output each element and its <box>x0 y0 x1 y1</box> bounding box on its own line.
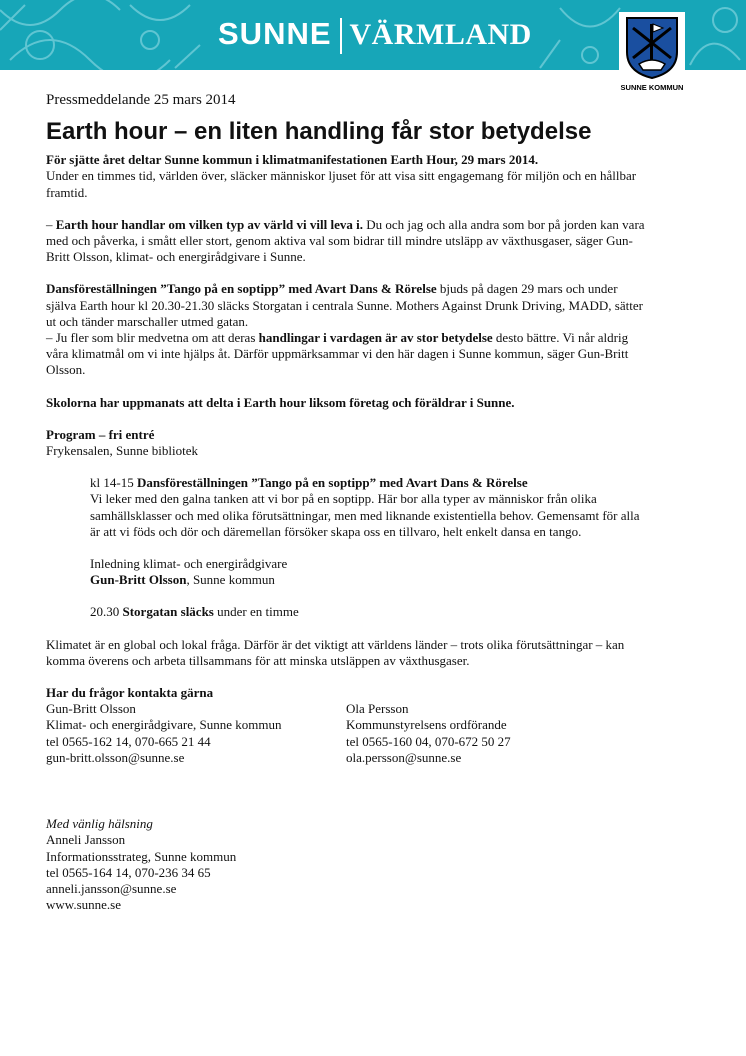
brand-wordmark <box>218 14 532 55</box>
program-item-intro-label: Inledning klimat- och energirådgivare <box>90 556 288 572</box>
crest-label: SUNNE KOMMUN <box>620 83 684 92</box>
program-header <box>46 427 646 459</box>
contact-email[interactable]: gun-britt.olsson@sunne.se <box>46 749 185 765</box>
signoff-email[interactable]: anneli.jansson@sunne.se <box>46 880 177 896</box>
municipality-crest <box>619 12 685 82</box>
contact-email[interactable]: ola.persson@sunne.se <box>346 749 462 765</box>
crest-shield-icon <box>619 12 685 82</box>
press-release-body <box>46 92 646 913</box>
signoff-phone: tel 0565-164 14, 070-236 34 65 <box>46 864 211 880</box>
dance-quote-start: – Ju fler som blir medvetna om att deras <box>46 330 259 346</box>
program-item-dance-time: kl 14-15 <box>90 475 137 491</box>
contact-name: Ola Persson <box>346 701 409 717</box>
program-item-lights-time: 20.30 <box>90 604 123 620</box>
intro-lead: För sjätte året deltar Sunne kommun i klimatmanifestationen Earth Hour, 29 mars 2014. <box>46 152 539 168</box>
press-date-line: Pressmeddelande 25 mars 2014 <box>46 92 236 108</box>
dance-paragraph <box>46 281 646 378</box>
signoff <box>46 816 646 913</box>
contact-heading: Har du frågor kontakta gärna <box>46 685 214 701</box>
contact-phone: tel 0565-162 14, 070-665 21 44 <box>46 733 211 749</box>
quote-text: Du och jag och alla andra som bor på jorden kan vara med och påverka, i smått eller stort, genom aktiva val som bidrar till mindre utsläpp av växthusgaser, säger Gun-Britt Olsson, klimat- och energirådgivare i Sunne. <box>46 216 645 265</box>
program-item-intro <box>90 556 646 588</box>
program-item-dance <box>90 475 646 540</box>
program-item-lights-text: under en timme <box>213 604 299 620</box>
contact-role: Kommunstyrelsens ordförande <box>346 717 507 733</box>
program-item-dance-text: Vi leker med den galna tanken att vi bor på en soptipp. Här bor alla typer av människor från olika samhällsklasser och med olika förutsättningar, men med liknande existentiella behov. Gemensamt för alla är att vi föds och dör och däremellan försöker skapa oss en tillvaro, helt enkelt dansa en tango. <box>90 491 640 539</box>
program-item-intro-name: Gun-Britt Olsson <box>90 572 187 588</box>
spacer <box>46 766 646 816</box>
brand-divider <box>340 18 342 54</box>
signoff-greeting: Med vänlig hälsning <box>46 816 153 832</box>
program-venue: Frykensalen, Sunne bibliotek <box>46 443 199 459</box>
program-item-dance-title: Dansföreställningen ”Tango på en soptipp” med Avart Dans & Rörelse <box>136 475 528 491</box>
signoff-website[interactable]: www.sunne.se <box>46 897 121 913</box>
program-list <box>90 475 646 620</box>
intro-text: Under en timmes tid, världen över, släcker människor ljuset för att visa sitt engagemang för miljön och en hållbar framtid. <box>46 168 637 200</box>
program-item-lights <box>90 604 646 620</box>
quote-paragraph <box>46 217 646 266</box>
dance-lead: Dansföreställningen ”Tango på en soptipp” med Avart Dans & Rörelse <box>46 281 437 297</box>
brand-varmland: VÄRMLAND <box>349 18 532 51</box>
intro-paragraph <box>46 152 646 201</box>
contact-columns <box>46 701 646 766</box>
dance-quote-emphasis: handlingar i vardagen är av stor betydelse <box>258 330 493 346</box>
page-title: Earth hour – en liten handling får stor betydelse <box>46 118 592 146</box>
contact-person <box>46 701 346 766</box>
contact-name: Gun-Britt Olsson <box>46 701 136 717</box>
dance-text: bjuds på dagen 29 mars och under själva Earth hour kl 20.30-21.30 släcks Storgatan i centrala Sunne. Mothers Against Drunk Driving, MADD, sätter ut och tänder marschaller utmed gatan. <box>46 281 643 329</box>
program-heading: Program – fri entré <box>46 426 155 442</box>
signoff-role: Informationsstrateg, Sunne kommun <box>46 848 237 864</box>
climate-paragraph: Klimatet är en global och lokal fråga. Därför är det viktigt att världens länder – trots olika förutsättningar – kan komma överens och arbeta tillsammans för att minska utsläppen av växthusgaser. <box>46 636 625 668</box>
quote-lead: Earth hour handlar om vilken typ av värld vi vill leva i. <box>55 216 363 232</box>
contact-role: Klimat- och energirådgivare, Sunne kommun <box>46 717 282 733</box>
brand-sunne: SUNNE <box>218 16 332 51</box>
schools-text: Skolorna har uppmanats att delta i Earth hour liksom företag och föräldrar i Sunne. <box>46 394 515 410</box>
signoff-name: Anneli Jansson <box>46 832 126 848</box>
program-item-lights-title: Storgatan släcks <box>122 604 214 620</box>
schools-paragraph <box>46 395 646 411</box>
program-item-intro-org: , Sunne kommun <box>186 572 275 588</box>
contact-person <box>346 701 646 766</box>
contact-phone: tel 0565-160 04, 070-672 50 27 <box>346 733 511 749</box>
dance-quote-end: desto bättre. Vi når aldrig våra klimatmål om vi inte hjälps åt. Därför uppmärksammar vi den här dagen i Sunne kommun, säger Gun-Britt Olsson. <box>46 330 629 378</box>
quote-dash: – <box>46 216 56 232</box>
